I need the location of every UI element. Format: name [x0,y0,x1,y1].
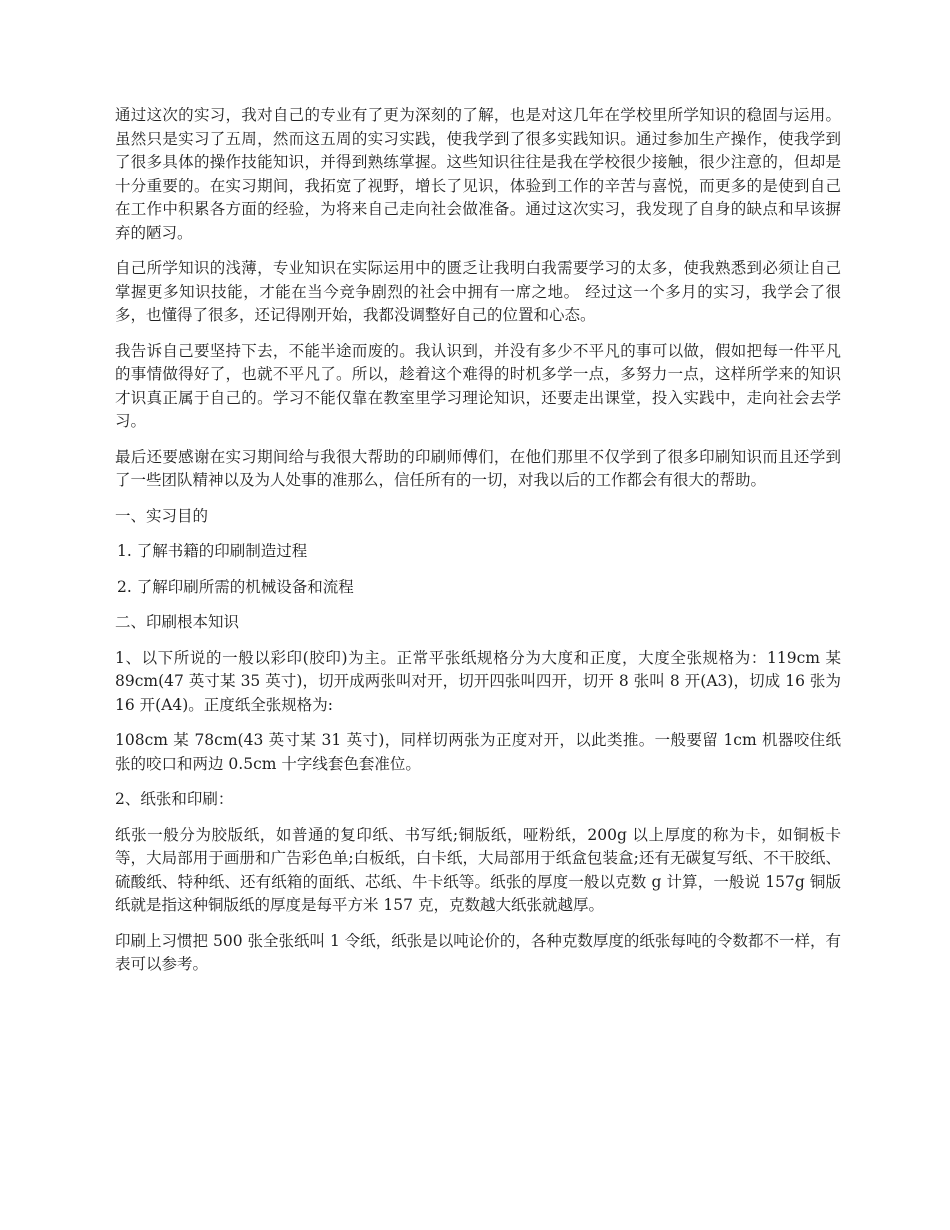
paragraph: 通过这次的实习，我对自己的专业有了更为深刻的了解，也是对这几年在学校里所学知识的稳固与运用。虽然只是实习了五周，然而这五周的实习实践，使我学到了很多实践知识。通过参加生产操作，使我学到了很多具体的操作技能知识，并得到熟练掌握。这些知识往往是我在学校很少接触，很少注意的，但却是十分重要的。在实习期间，我拓宽了视野，增长了见识，体验到工作的辛苦与喜悦，而更多的是使到自己在工作中积累各方面的经验，为将来自己走向社会做准备。通过这次实习，我发现了自身的缺点和早该摒弃的陋习。 [115,106,841,242]
list-item: 2. 了解印刷所需的机械设备和流程 [117,577,354,596]
document-page [115,104,841,989]
paragraph: 1、以下所说的一般以彩印(胶印)为主。正常平张纸规格分为大度和正度，大度全张规格为：119cm 某 89cm(47 英寸某 35 英寸)，切开成两张叫对开，切开四张叫四开，切开 8 张叫 8 开(A3)，切成 16 张为 16 开(A4)。正度纸全张规格为: [115,648,841,714]
paragraph: 最后还要感谢在实习期间给与我很大帮助的印刷师傅们，在他们那里不仅学到了很多印刷知识而且还学到了一些团队精神以及为人处事的准那么，信任所有的一切，对我以后的工作都会有很大的帮助。 [115,447,841,489]
list-item: 1. 了解书籍的印刷制造过程 [117,542,308,560]
paragraph: 自己所学知识的浅薄，专业知识在实际运用中的匮乏让我明白我需要学习的太多，使我熟悉到必须让自己掌握更多知识技能，才能在当今竞争剧烈的社会中拥有一席之地。 经过这一个多月的实习，我学会了很多，也懂得了很多，还记得刚开始，我都没调整好自己的位置和心态。 [115,259,841,324]
section-heading-basics: 二、印刷根本知识 [115,613,240,631]
paragraph: 纸张一般分为胶版纸，如普通的复印纸、书写纸;铜版纸，哑粉纸，200g 以上厚度的称为卡，如铜板卡等，大局部用于画册和广告彩色单;白板纸，白卡纸，大局部用于纸盒包装盒;还有无碳复写纸、不干胶纸、硫酸纸、特种纸、还有纸箱的面纸、芯纸、牛卡纸等。纸张的厚度一般以克数 g 计算，一般说 157g 铜版纸就是指这种铜版纸的厚度是每平方米 157 克，克数越大纸张就越厚。 [115,825,841,914]
paragraph: 108cm 某 78cm(43 英寸某 31 英寸)，同样切两张为正度对开，以此类推。一般要留 1cm 机器咬住纸张的咬口和两边 0.5cm 十字线套色套准位。 [115,731,841,773]
paragraph: 我告诉自己要坚持下去，不能半途而废的。我认识到，并没有多少不平凡的事可以做，假如把每一件平凡的事情做得好了，也就不平凡了。所以，趁着这个难得的时机多学一点，多努力一点，这样所学来的知识才识真正属于自己的。学习不能仅靠在教室里学习理论知识，还要走出课堂，投入实践中，走向社会去学习。 [115,341,841,430]
section-heading-purpose: 一、实习目的 [115,506,209,525]
subheading: 2、纸张和印刷： [115,790,234,808]
paragraph: 印刷上习惯把 500 张全张纸叫 1 令纸，纸张是以吨论价的，各种克数厚度的纸张每吨的令数都不一样，有表可以参考。 [115,931,841,973]
